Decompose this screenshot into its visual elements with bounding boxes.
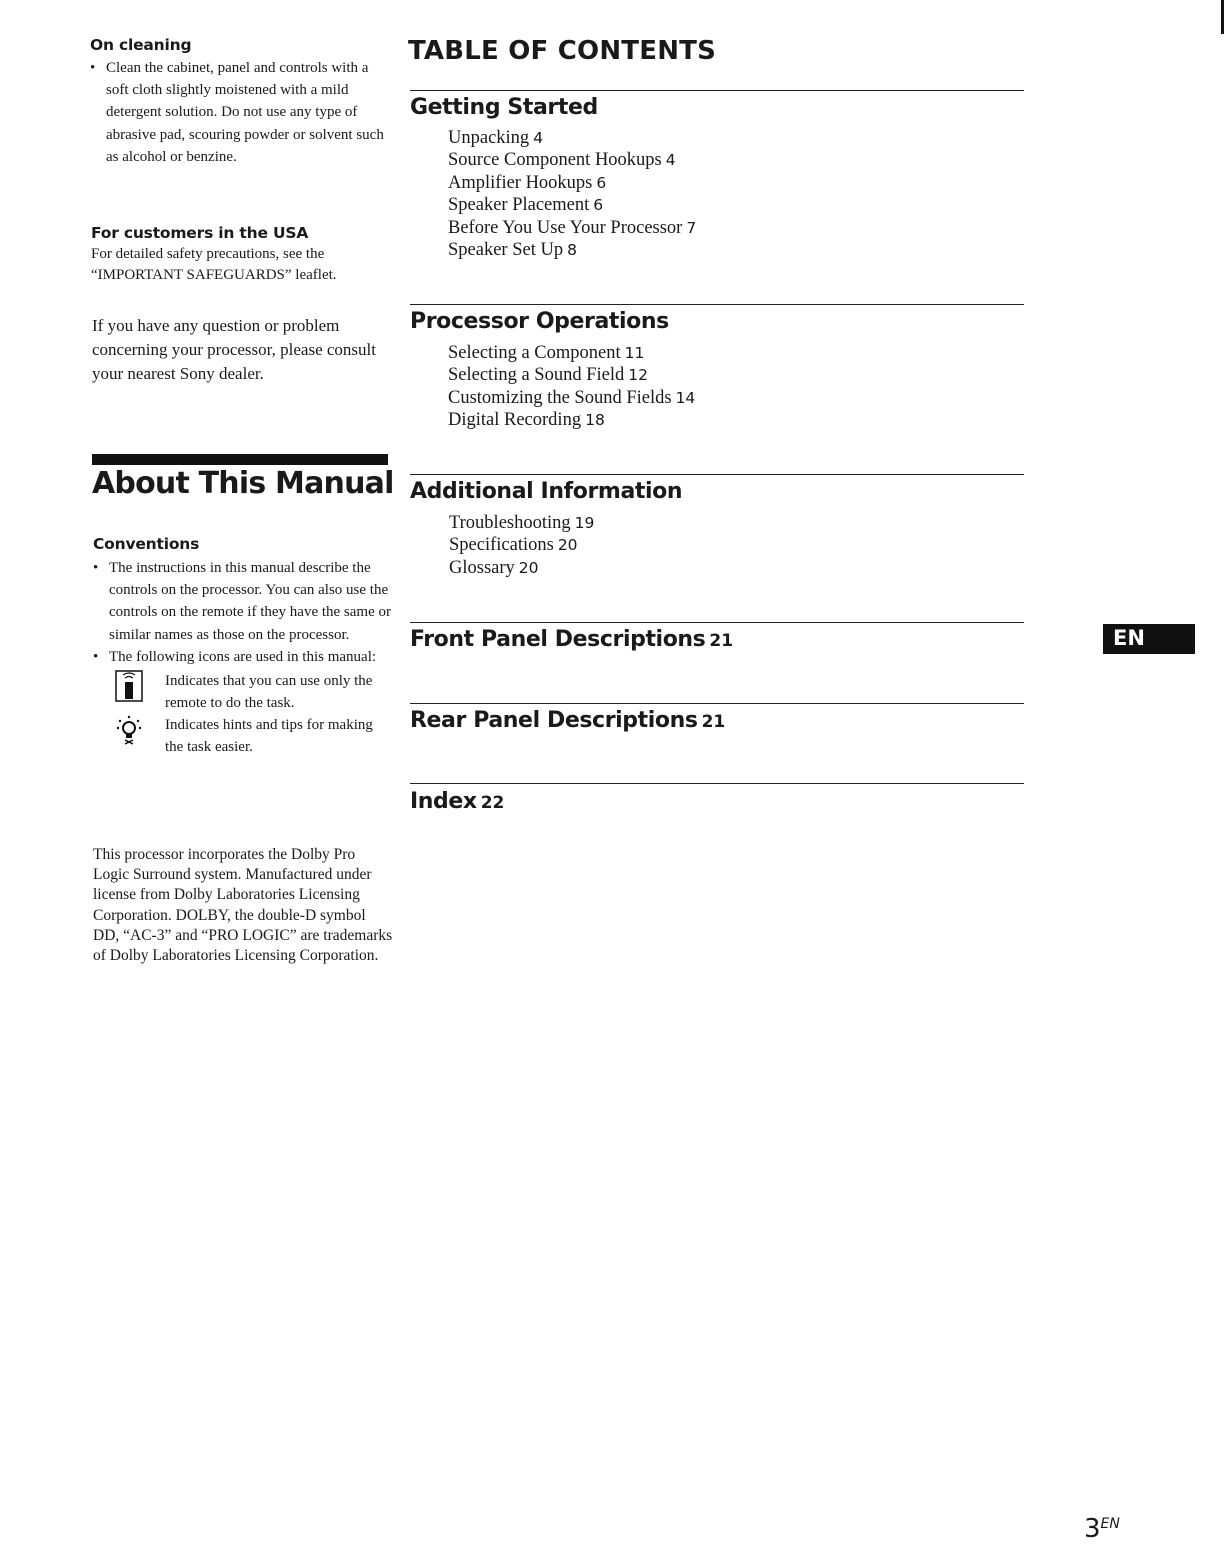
icon-row-hint: [115, 714, 393, 758]
toc-item[interactable]: Digital Recording 18: [448, 410, 605, 431]
toc-item[interactable]: Selecting a Sound Field 12: [448, 365, 648, 386]
toc-item[interactable]: Glossary 20: [449, 557, 539, 578]
conventions-bullet-1: • The instructions in this manual describe the controls on the processor. You can also use the controls on the remote if they have the same or similar names as those on the processor.: [93, 557, 393, 646]
page-number-suffix: EN: [1100, 1516, 1120, 1532]
toc-divider-6: [410, 783, 1024, 784]
on-cleaning-section: [90, 36, 390, 168]
icon-row-remote: [115, 670, 393, 714]
toc-item[interactable]: Unpacking 4: [448, 128, 544, 148]
conventions-section: [93, 535, 393, 758]
toc-item[interactable]: Selecting a Component 11: [448, 343, 645, 363]
toc-section-page: 21: [709, 631, 734, 651]
toc-list-additional-information: [449, 512, 594, 579]
page-number: [1084, 1514, 1120, 1544]
remote-only-text: Indicates that you can use only the remote to do the task.: [165, 673, 373, 712]
crop-mark: [1221, 0, 1224, 34]
toc-item[interactable]: Specifications 20: [449, 535, 578, 556]
toc-section-page: 21: [701, 712, 726, 732]
on-cleaning-list: [90, 57, 390, 168]
conventions-heading: Conventions: [93, 535, 200, 553]
lightbulb-hint-icon: [115, 714, 143, 744]
language-tab-label: EN: [1113, 626, 1145, 650]
language-tab: [1103, 624, 1195, 654]
toc-item[interactable]: Amplifier Hookups 6: [448, 172, 607, 193]
toc-section-getting-started[interactable]: Getting Started: [410, 95, 598, 120]
toc-section-processor-operations[interactable]: Processor Operations: [410, 309, 669, 334]
on-cleaning-heading: On cleaning: [90, 36, 192, 54]
toc-list-getting-started: [448, 127, 696, 261]
usa-section: [91, 224, 391, 286]
on-cleaning-bullet: • Clean the cabinet, panel and controls with a soft cloth slightly moistened with a mild detergent solution. Do not use any type of abrasive pad, scouring powder or solvent such as alcohol or benzine.: [90, 57, 390, 168]
usa-heading: For customers in the USA: [91, 224, 309, 242]
toc-divider-1: [410, 90, 1024, 91]
page-number-digit: 3: [1084, 1514, 1101, 1544]
toc-section-front-panel[interactable]: [410, 627, 733, 652]
question-text: If you have any question or problem concerning your processor, please consult your nearest Sony dealer.: [92, 316, 376, 383]
toc-section-index[interactable]: [410, 789, 504, 814]
conventions-bullet-2: • The following icons are used in this manual:: [93, 646, 393, 668]
toc-section-rear-panel[interactable]: [410, 708, 725, 733]
toc-item[interactable]: Customizing the Sound Fields 14: [448, 387, 696, 408]
toc-section-label: Front Panel Descriptions: [410, 627, 706, 652]
toc-section-additional-information[interactable]: Additional Information: [410, 479, 683, 504]
toc-section-label: Index: [410, 789, 477, 814]
toc-item[interactable]: Before You Use Your Processor 7: [448, 217, 697, 238]
toc-section-page: 22: [480, 793, 505, 813]
toc-list-processor-operations: [448, 342, 695, 432]
toc-divider-3: [410, 474, 1024, 475]
toc-title: TABLE OF CONTENTS: [408, 36, 717, 66]
remote-only-icon: [115, 670, 143, 700]
toc-item[interactable]: Source Component Hookups 4: [448, 150, 676, 171]
about-title: About This Manual: [92, 466, 394, 501]
toc-divider-5: [410, 703, 1024, 704]
conventions-list: [93, 557, 393, 668]
toc-divider-4: [410, 622, 1024, 623]
usa-text: For detailed safety precautions, see the “IMPORTANT SAFEGUARDS” leaflet.: [91, 246, 337, 283]
toc-section-label: Rear Panel Descriptions: [410, 708, 698, 733]
toc-item[interactable]: Troubleshooting 19: [449, 513, 595, 533]
toc-divider-2: [410, 304, 1024, 305]
about-title-bar: [92, 454, 388, 465]
toc-item[interactable]: Speaker Set Up 8: [448, 240, 577, 261]
hint-text: Indicates hints and tips for making the task easier.: [165, 717, 373, 756]
toc-item[interactable]: Speaker Placement 6: [448, 195, 604, 216]
dolby-text: This processor incorporates the Dolby Pro Logic Surround system. Manufactured under license from Dolby Laboratories Licensing Corporation. DOLBY, the double-D symbol DD, “AC-3” and “PRO LOGIC” are trademarks of Dolby Laboratories Licensing Corporation.: [93, 846, 393, 965]
